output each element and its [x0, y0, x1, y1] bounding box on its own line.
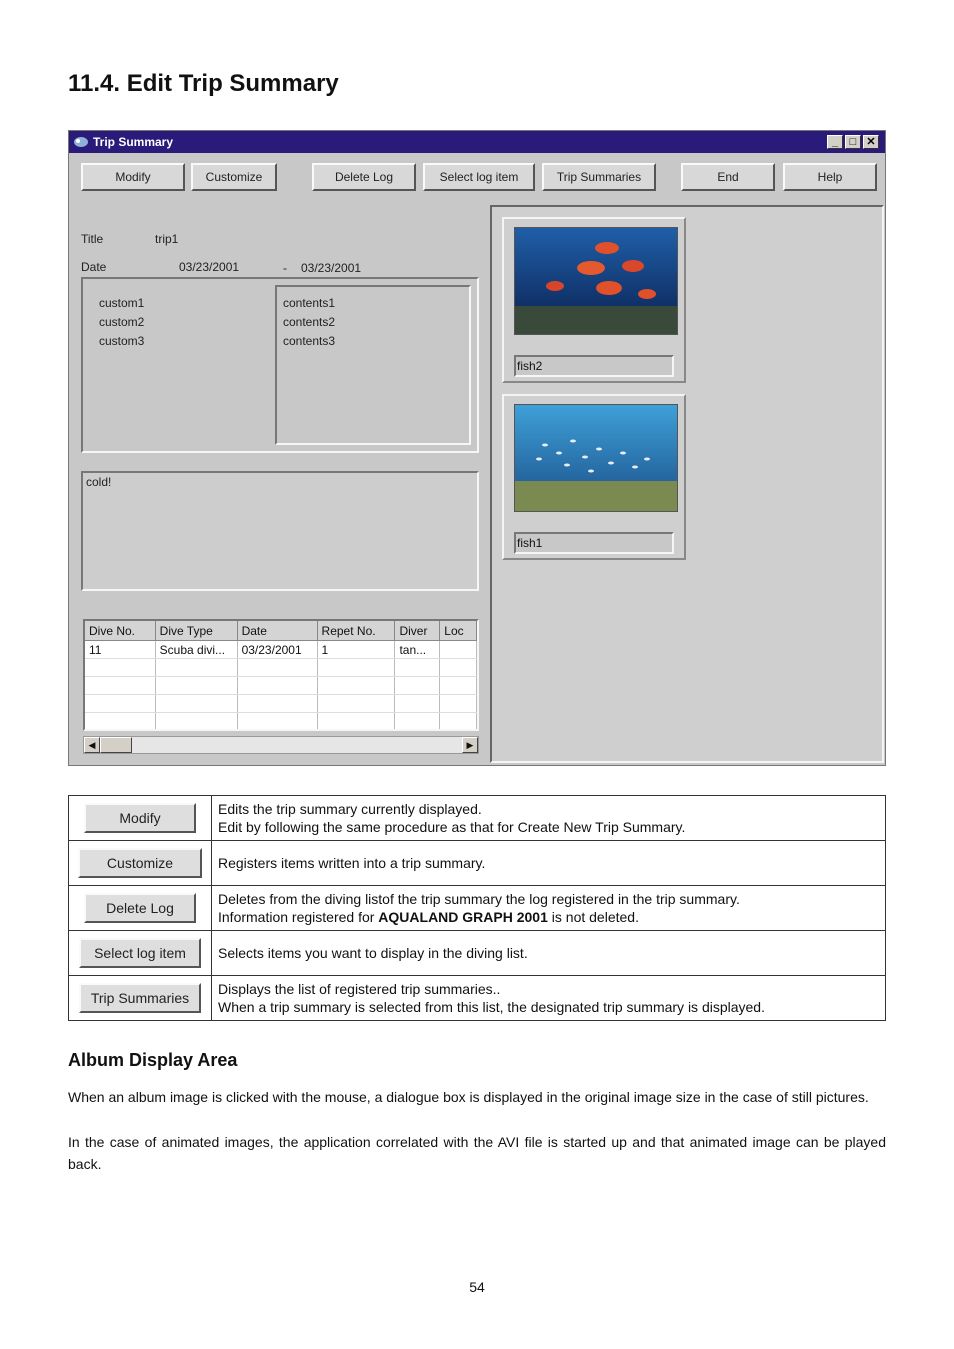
customize-button: Customize: [78, 848, 202, 878]
description-line: Edit by following the same procedure as that for Create New Trip Summary.: [218, 819, 686, 835]
trip-summary-window: [68, 130, 886, 766]
close-icon[interactable]: ✕: [863, 135, 879, 149]
table-row[interactable]: [85, 677, 477, 695]
fish-photo[interactable]: [514, 227, 678, 335]
table-row[interactable]: [85, 713, 477, 731]
modify-button: Modify: [84, 803, 196, 833]
table-row[interactable]: [85, 659, 477, 677]
delete-log-button: Delete Log: [84, 893, 196, 923]
description-cell: [212, 841, 886, 886]
minimize-icon[interactable]: _: [827, 135, 843, 149]
column-header[interactable]: Repet No.: [317, 621, 395, 641]
description-line: Displays the list of registered trip summaries..: [218, 981, 501, 997]
contents-items-list: [283, 294, 335, 351]
album-caption-field[interactable]: fish2: [514, 355, 674, 377]
title-label: Title: [81, 232, 104, 246]
modify-button[interactable]: Modify: [81, 163, 185, 191]
table-cell: 03/23/2001: [237, 641, 317, 659]
table-row: [69, 841, 886, 886]
column-header[interactable]: Loc: [440, 621, 477, 641]
custom-item: custom2: [99, 315, 145, 329]
table-row: [69, 886, 886, 931]
description-cell: [212, 886, 886, 931]
scroll-thumb[interactable]: [100, 737, 132, 753]
trip-detail-pane: [69, 205, 489, 763]
horizontal-scrollbar[interactable]: [83, 736, 479, 754]
product-name: AQUALAND GRAPH 2001: [378, 909, 548, 925]
date-label: Date: [81, 260, 107, 274]
table-row: [69, 976, 886, 1021]
memo-text: cold!: [86, 475, 112, 489]
select-log-item-button[interactable]: Select log item: [423, 163, 535, 191]
description-cell: [212, 931, 886, 976]
description-line: When a trip summary is selected from this list, the designated trip summary is displayed.: [218, 999, 765, 1015]
customize-button[interactable]: Customize: [191, 163, 277, 191]
help-button[interactable]: Help: [783, 163, 877, 191]
trip-summaries-button: Trip Summaries: [79, 983, 201, 1013]
button-description-table: [68, 795, 886, 1021]
title-value: trip1: [155, 232, 179, 246]
description-line: Selects items you want to display in the diving list.: [218, 945, 528, 961]
window-titlebar: [69, 131, 885, 153]
maximize-icon[interactable]: □: [845, 135, 861, 149]
description-line: Information registered for AQUALAND GRAPH 2001 is not deleted.: [218, 909, 639, 925]
delete-log-button[interactable]: Delete Log: [312, 163, 416, 191]
album-caption-field[interactable]: fish1: [514, 532, 674, 554]
column-header[interactable]: Dive Type: [155, 621, 237, 641]
custom-item: custom1: [99, 296, 145, 310]
toolbar: [69, 163, 885, 195]
paragraph: In the case of animated images, the application correlated with the AVI file is started up and that animated image can be played back.: [68, 1134, 886, 1172]
page-title: 11.4. Edit Trip Summary: [68, 70, 339, 97]
table-cell: tan...: [395, 641, 440, 659]
description-line: Registers items written into a trip summary.: [218, 855, 486, 871]
column-header[interactable]: Diver: [395, 621, 440, 641]
table-row: [69, 796, 886, 841]
custom-item: custom3: [99, 334, 145, 348]
scroll-left-icon[interactable]: ◀: [84, 737, 100, 753]
content-item: contents3: [283, 334, 336, 348]
paragraph: When an album image is clicked with the mouse, a dialogue box is displayed in the original image size in the case of still pictures.: [68, 1089, 869, 1105]
table-row: [69, 931, 886, 976]
table-row[interactable]: [85, 695, 477, 713]
content-item: contents1: [283, 296, 336, 310]
window-title: Trip Summary: [93, 135, 174, 149]
table-cell: Scuba divi...: [155, 641, 237, 659]
select-log-item-button: Select log item: [79, 938, 201, 968]
date-from: 03/23/2001: [179, 260, 240, 274]
end-button[interactable]: End: [681, 163, 775, 191]
date-to: 03/23/2001: [301, 261, 362, 275]
album-display-area: [490, 205, 884, 763]
table-cell: 11: [85, 641, 155, 659]
fish-photo[interactable]: [514, 404, 678, 512]
scroll-right-icon[interactable]: ▶: [462, 737, 478, 753]
table-cell: [440, 641, 477, 659]
section-heading: Album Display Area: [68, 1050, 238, 1070]
column-header[interactable]: Date: [237, 621, 317, 641]
page-number: 54: [469, 1279, 485, 1295]
app-icon: [73, 135, 89, 149]
trip-summaries-button[interactable]: Trip Summaries: [542, 163, 656, 191]
description-cell: [212, 976, 886, 1021]
custom-items-list: [99, 294, 144, 351]
content-item: contents2: [283, 315, 336, 329]
description-cell: [212, 796, 886, 841]
memo-field[interactable]: [81, 471, 479, 591]
dive-list-grid[interactable]: [83, 619, 479, 731]
description-line: Deletes from the diving listof the trip summary the log registered in the trip summary.: [218, 891, 740, 907]
album-item[interactable]: [502, 217, 686, 383]
column-header[interactable]: Dive No.: [85, 621, 155, 641]
table-row[interactable]: [85, 641, 477, 659]
description-line: Edits the trip summary currently displayed.: [218, 801, 482, 817]
date-separator: -: [283, 261, 287, 275]
album-item[interactable]: [502, 394, 686, 560]
table-cell: 1: [317, 641, 395, 659]
